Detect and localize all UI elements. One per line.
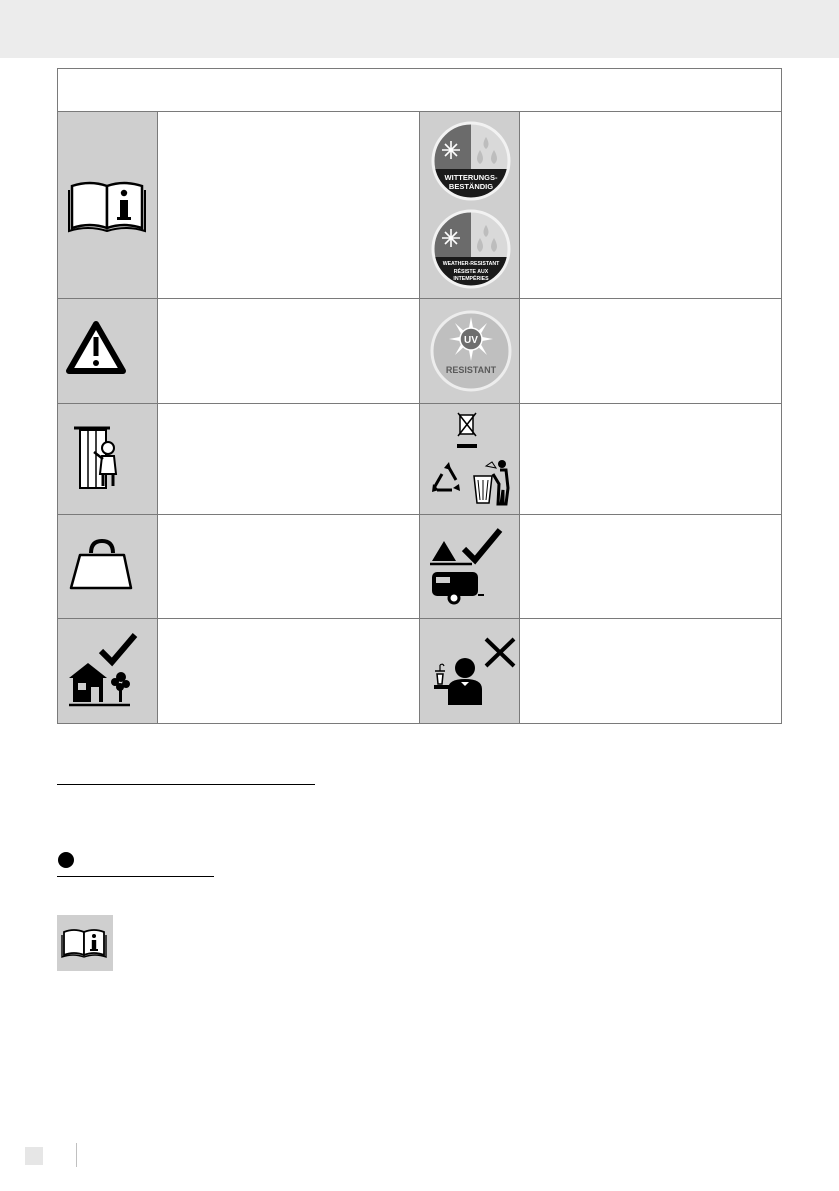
weather-resistant-seal-icon xyxy=(420,112,520,299)
weight-icon xyxy=(58,515,158,619)
warning-triangle-icon xyxy=(58,299,158,404)
uv-resistant-seal-icon xyxy=(420,299,520,404)
weight-text xyxy=(158,515,420,619)
seal-weather-line5: INTEMPÉRIES xyxy=(453,276,489,282)
manual-note-badge xyxy=(57,915,113,971)
weight-cell xyxy=(58,515,158,619)
child-hazard-cell xyxy=(58,404,158,515)
section-heading-underline xyxy=(57,784,315,785)
seal-weather-line3: WEATHER-RESISTANT xyxy=(442,261,500,267)
house-garden-text xyxy=(158,619,420,723)
section-bullet-icon xyxy=(58,852,74,868)
no-commercial-text xyxy=(520,619,781,723)
camping-caravan-check-icon xyxy=(420,515,520,619)
seal-weather-line1: WITTERUNGS- xyxy=(444,173,498,182)
uv-resistant-text xyxy=(520,299,781,404)
recycling-disposal-icon xyxy=(420,404,520,515)
seal-uv-label: RESISTANT xyxy=(445,365,497,375)
weather-resistant-text xyxy=(520,112,781,299)
house-garden-cell xyxy=(58,619,158,723)
footer-divider xyxy=(76,1143,77,1167)
uv-resistant-cell xyxy=(420,299,520,404)
symbols-table-header xyxy=(58,69,781,112)
no-commercial-cell xyxy=(420,619,520,723)
warning-cell xyxy=(58,299,158,404)
read-instructions-small-icon xyxy=(57,915,113,971)
child-hazard-text xyxy=(158,404,420,515)
camping-cell xyxy=(420,515,520,619)
weather-resistant-cell xyxy=(420,112,520,299)
warning-text xyxy=(158,299,420,404)
read-instructions-cell xyxy=(58,112,158,299)
page-header-band xyxy=(0,0,839,58)
page-number-box xyxy=(25,1147,43,1165)
not-for-commercial-use-icon xyxy=(420,619,520,723)
seal-uv-badge: UV xyxy=(464,335,478,346)
subsection-heading-underline xyxy=(57,876,214,877)
disposal-cell xyxy=(420,404,520,515)
disposal-text xyxy=(520,404,781,515)
house-garden-check-icon xyxy=(58,619,158,723)
seal-weather-line2: BESTÄNDIG xyxy=(448,182,494,191)
child-cord-hazard-icon xyxy=(58,404,158,515)
symbols-table xyxy=(57,68,782,724)
seal-weather-line4: RÉSISTE AUX xyxy=(453,269,489,275)
read-instructions-icon xyxy=(58,112,158,299)
camping-text xyxy=(520,515,781,619)
read-instructions-text xyxy=(158,112,420,299)
